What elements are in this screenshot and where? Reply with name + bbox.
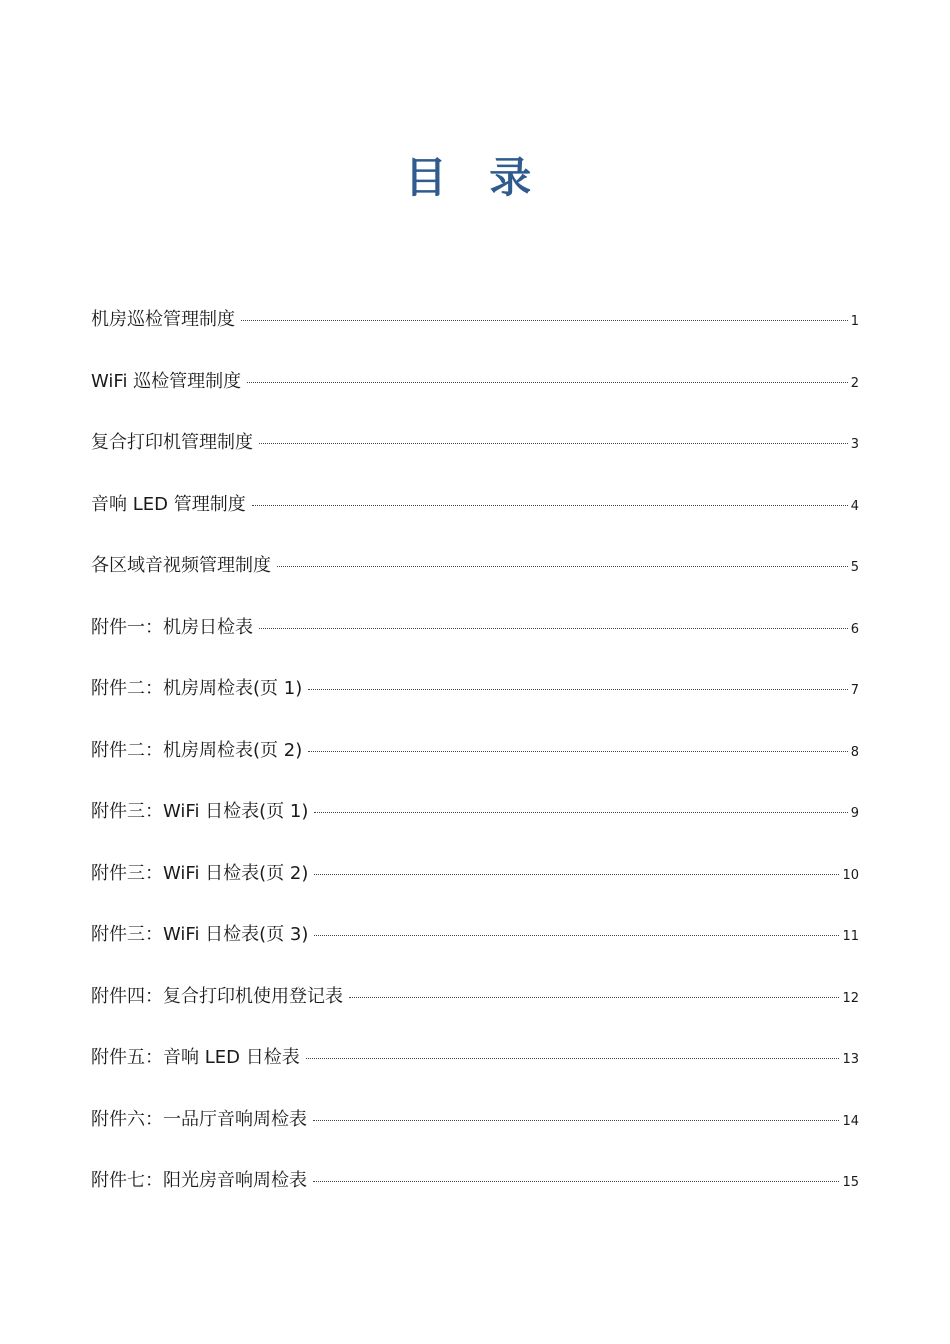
toc-entry-page: 9	[850, 806, 859, 821]
toc-dot-leader	[277, 566, 848, 567]
toc-dot-leader	[349, 997, 839, 998]
toc-entry-page: 1	[850, 314, 859, 329]
toc-entry-page: 4	[850, 498, 859, 514]
toc-dot-leader	[314, 935, 839, 936]
toc-entry[interactable]	[91, 1163, 859, 1225]
toc-entry-label: 附件六：一品厅音响周检表	[91, 1108, 307, 1130]
toc-dot-leader	[308, 689, 848, 690]
toc-entry[interactable]	[91, 794, 859, 856]
toc-dot-leader	[241, 320, 848, 321]
toc-entry-page: 14	[842, 1113, 859, 1129]
toc-entry[interactable]	[91, 1040, 859, 1102]
toc-dot-leader	[247, 382, 848, 383]
toc-entry[interactable]	[91, 979, 859, 1041]
toc-entry[interactable]	[91, 548, 859, 610]
toc-entry-page: 10	[842, 867, 859, 883]
toc-list	[91, 302, 859, 1225]
toc-dot-leader	[308, 751, 848, 752]
toc-dot-leader	[306, 1058, 840, 1059]
toc-entry[interactable]	[91, 364, 859, 426]
toc-entry-label: 附件三：WiFi 日检表(页 2)	[91, 862, 309, 884]
toc-entry-label: 附件七：阳光房音响周检表	[91, 1170, 307, 1191]
toc-dot-leader	[252, 505, 848, 506]
toc-entry[interactable]	[91, 610, 859, 672]
toc-entry-page: 2	[850, 375, 859, 391]
toc-entry[interactable]	[91, 733, 859, 795]
toc-entry-page: 12	[842, 990, 859, 1006]
toc-dot-leader	[259, 628, 848, 629]
toc-entry[interactable]	[91, 425, 859, 487]
toc-entry-label: 附件二：机房周检表(页 2)	[91, 739, 303, 761]
toc-entry-label: 附件三：WiFi 日检表(页 3)	[91, 924, 309, 945]
toc-entry[interactable]	[91, 856, 859, 918]
toc-dot-leader	[314, 812, 847, 813]
toc-dot-leader	[314, 874, 839, 875]
toc-entry-label: 复合打印机管理制度	[91, 432, 253, 453]
toc-entry-page: 15	[842, 1175, 859, 1190]
toc-entry-page: 8	[850, 744, 859, 760]
toc-entry-page: 3	[850, 437, 859, 452]
toc-entry-label: WiFi 巡检管理制度	[91, 370, 242, 392]
toc-entry-label: 附件一：机房日检表	[91, 616, 253, 638]
toc-entry-page: 6	[850, 621, 859, 637]
toc-entry[interactable]	[91, 671, 859, 733]
toc-entry-label: 附件四：复合打印机使用登记表	[91, 985, 343, 1007]
toc-entry-label: 机房巡检管理制度	[91, 309, 235, 330]
toc-entry[interactable]	[91, 917, 859, 979]
toc-entry-page: 7	[850, 683, 859, 698]
toc-entry-page: 13	[842, 1052, 859, 1067]
toc-dot-leader	[313, 1181, 839, 1182]
toc-dot-leader	[313, 1120, 839, 1121]
toc-entry-page: 11	[842, 929, 859, 944]
toc-entry[interactable]	[91, 1102, 859, 1164]
toc-entry-label: 附件二：机房周检表(页 1)	[91, 678, 303, 699]
toc-entry[interactable]	[91, 487, 859, 549]
toc-entry-page: 5	[850, 560, 859, 575]
toc-entry-label: 各区域音视频管理制度	[91, 555, 271, 576]
toc-entry-label: 音响 LED 管理制度	[91, 493, 246, 515]
toc-title: 目 录	[404, 153, 546, 202]
toc-entry-label: 附件五：音响 LED 日检表	[91, 1047, 300, 1068]
toc-entry-label: 附件三：WiFi 日检表(页 1)	[91, 801, 309, 822]
toc-dot-leader	[259, 443, 848, 444]
toc-entry[interactable]	[91, 302, 859, 364]
